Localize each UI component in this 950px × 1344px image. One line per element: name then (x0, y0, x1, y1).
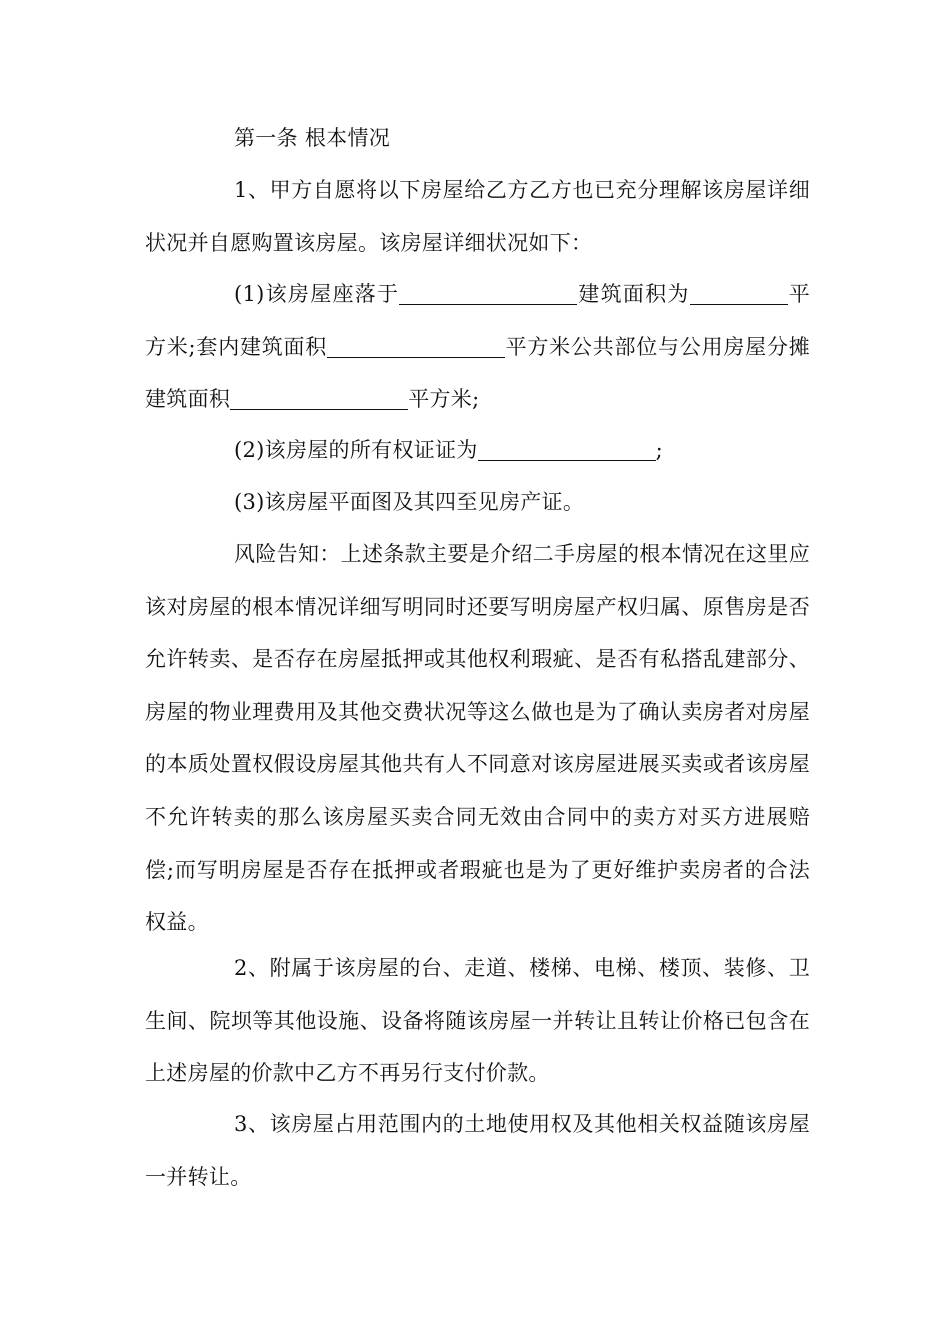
risk-notice-text: 风险告知：上述条款主要是介绍二手房屋的根本情况在这里应该对房屋的根本情况详细写明同时还要写明房屋产权归属、原售房是否允许转卖、是否存在房屋抵押或其他权利瑕疵、是否有私搭乱建部分、房屋的物业理费用及其他交费状况等这么做也是为了确认卖房者对房屋的本质处置权假设房屋其他共有人不同意对该房屋进展买卖或者该房屋不允许转卖的那么该房屋买卖合同无效由合同中的卖方对买方进展赔偿;而写明房屋是否存在抵押或者瑕疵也是为了更好维护卖房者的合法权益。 (145, 542, 810, 935)
shared-area-unit: 平方米; (408, 387, 480, 412)
paragraph-2-text: 2、附属于该房屋的台、走道、楼梯、电梯、楼顶、装修、卫生间、院坝等其他设施、设备将随该房屋一并转让且转让价格已包含在上述房屋的价款中乙方不再另行支付价款。 (145, 956, 810, 1086)
paragraph-risk-notice (145, 528, 810, 949)
paragraph-3-text: 3、该房屋占用范围内的土地使用权及其他相关权益随该房屋一并转让。 (145, 1112, 810, 1189)
section-heading (145, 112, 810, 165)
shared-area-label: 平方米公共部位与公用房屋分摊建筑面积 (145, 334, 810, 412)
paragraph-floor-plan (145, 476, 810, 529)
area-blank (690, 282, 788, 305)
floor-plan-text: (3)该房屋平面图及其四至见房产证。 (234, 490, 585, 514)
certificate-end: ; (655, 438, 664, 462)
location-label: (1)该房屋座落于 (234, 282, 400, 306)
certificate-blank (478, 438, 656, 461)
location-blank (399, 282, 577, 305)
shared-area-blank (230, 387, 408, 410)
paragraph-3 (145, 1098, 810, 1203)
certificate-label: (2)该房屋的所有权证证为 (234, 438, 478, 462)
paragraph-1-text: 1、甲方自愿将以下房屋给乙方乙方也已充分理解该房屋详细状况并自愿购置该房屋。该房屋详细状况如下： (145, 178, 810, 255)
inner-area-label: 平方米;套内建筑面积 (145, 282, 810, 359)
paragraph-certificate (145, 424, 810, 477)
heading-text: 第一条 根本情况 (234, 126, 391, 150)
paragraph-1 (145, 164, 810, 269)
area-label: 建筑面积为 (577, 282, 690, 306)
inner-area-blank (327, 335, 505, 358)
paragraph-property-details (145, 268, 810, 426)
paragraph-2 (145, 942, 810, 1100)
